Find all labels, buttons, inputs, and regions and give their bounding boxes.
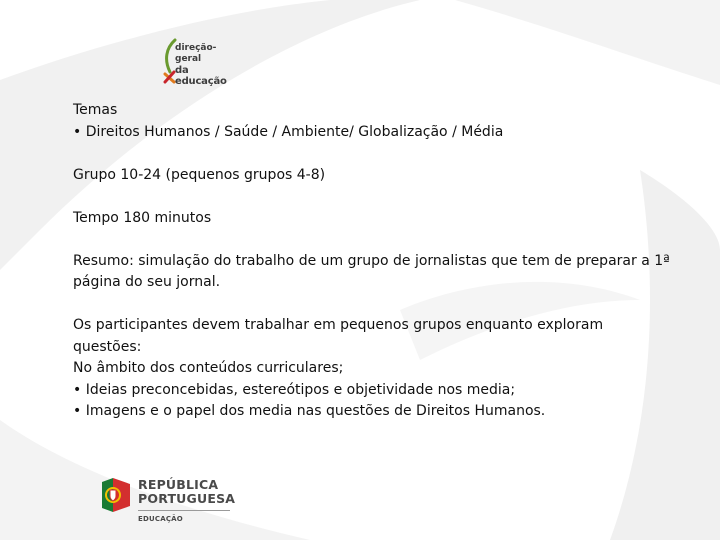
rp-divider [138,510,230,511]
grupo-line [73,165,673,187]
temas-item: • Direitos Humanos / Saúde / Ambiente/ Globalização / Média [73,123,504,140]
temas-label: Temas [73,102,118,118]
participants-line3: • Imagens e o papel dos media nas questões de Direitos Humanos. [73,403,546,419]
grupo-value: 10-24 (pequenos grupos 4-8) [115,166,326,183]
resumo-label: Resumo: [73,252,134,269]
rp-subtitle: EDUCAÇÃO [138,515,183,523]
tempo-line [73,208,673,230]
tempo-value: 180 minutos [118,209,212,226]
grupo-label: Grupo [73,166,116,183]
resumo-paragraph [73,251,673,294]
participants-line2: • Ideias preconcebidas, estereótipos e objetividade nos media; [73,381,516,398]
participants-intro: Os participantes devem trabalhar em pequenos grupos enquanto exploram questões: [73,317,604,355]
resumo-text: simulação do trabalho de um grupo de jornalistas que tem de preparar a 1ª página do seu jornal. [73,252,670,290]
republica-portuguesa-text [138,478,235,506]
republica-portuguesa-logo [100,470,240,530]
dge-line1: direção-geral [175,43,217,64]
dge-line2: da educação [175,65,227,87]
dge-logo [162,38,242,88]
content [73,100,673,423]
rp-line2: PORTUGUESA [138,491,236,506]
dge-text [175,43,242,87]
participants-line1: No âmbito dos conteúdos curriculares; [73,360,344,376]
portugal-flag-emblem-icon [100,476,134,514]
rp-line1: REPÚBLICA [138,477,219,492]
tempo-label: Tempo [73,209,119,226]
